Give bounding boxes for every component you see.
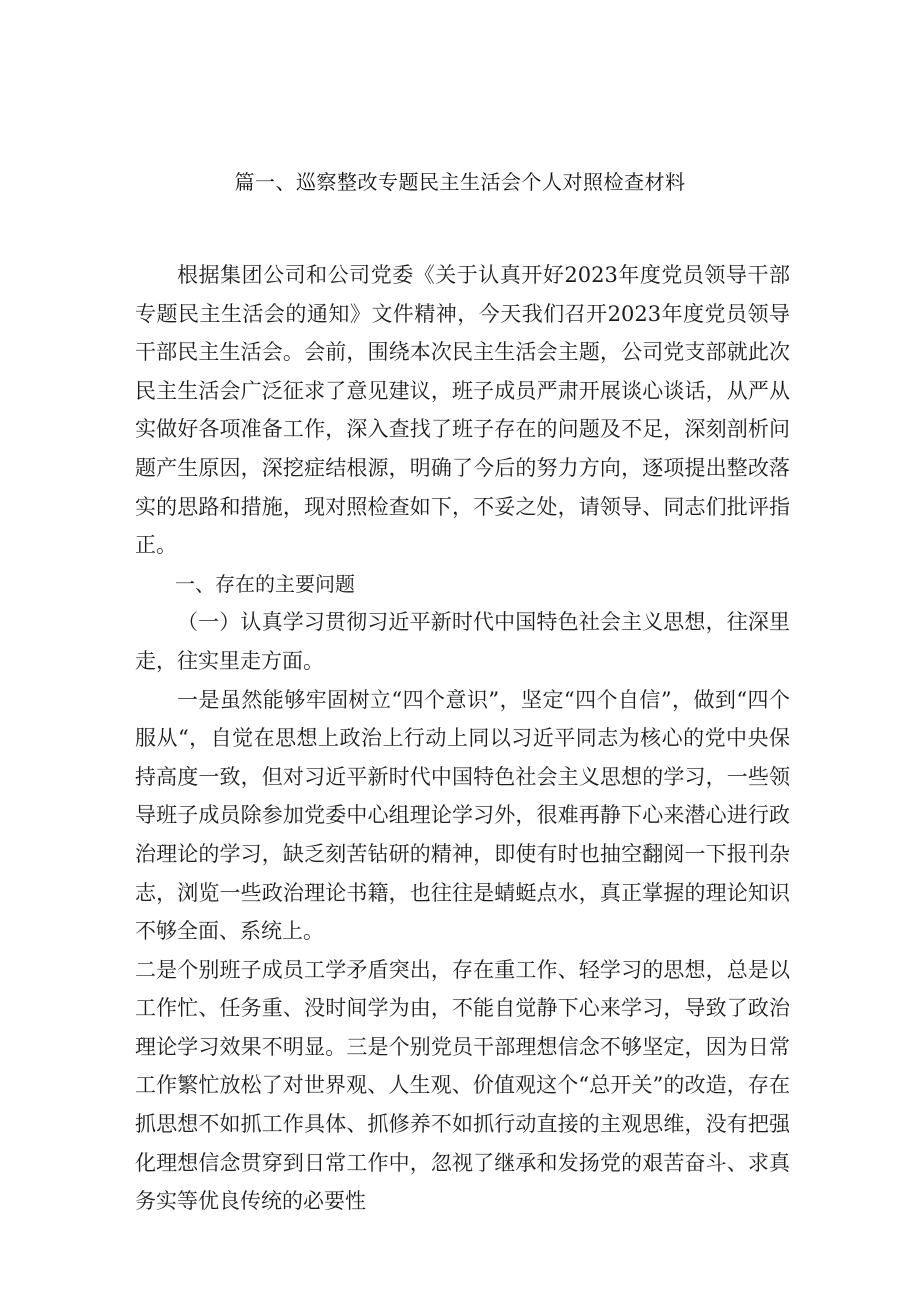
section-heading: 一、存在的主要问题 <box>175 571 355 596</box>
intro-paragraph: 根据集团公司和公司党委《关于认真开好2023年度党员领导干部专题民主生活会的通知》文件精神，今天我们召开2023年度党员领导干部民主生活会。会前，围绕本次民主生活会主题，公司党支部就此次民主生活会广泛征求了意见建议，班子成员严肃开展谈心谈话，从严从实做好各项准备工作，深入查找了班子存在的问题及不足，深刻剖析问题产生原因，深挖症结根源，明确了今后的努力方向，逐项提出整改落实的思路和措施，现对照检查如下，不妥之处，请领导、同志们批评指正。 <box>135 263 790 558</box>
body-paragraph: 二是个别班子成员工学矛盾突出，存在重工作、轻学习的思想，总是以工作忙、任务重、没时间学为由，不能自觉静下心来学习，导致了政治理论学习效果不明显。三是个别党员干部理想信念不够坚定，因为日常工作繁忙放松了对世界观、人生观、价值观这个“总开关”的改造，存在抓思想不如抓工作具体、抓修养不如抓行动直接的主观思维，没有把强化理想信念贯穿到日常工作中，忽视了继承和发扬党的艰苦奋斗、求真务实等优良传统的必要性 <box>135 957 790 1214</box>
body-paragraph: 一是虽然能够牢固树立“四个意识”，坚定“四个自信”，做到“四个服从“，自觉在思想上政治上行动上同以习近平同志为核心的党中央保持高度一致，但对习近平新时代中国特色社会主义思想的学习，一些领导班子成员除参加党委中心组理论学习外，很难再静下心来潜心进行政治理论的学习，缺乏刻苦钻研的精神，即使有时也抽空翻阅一下报刊杂志，浏览一些政治理论书籍，也往往是蜻蜓点水，真正掌握的理论知识不够全面、系统上。 <box>135 687 790 944</box>
document-body <box>135 256 790 1221</box>
document-title: 篇一、巡察整改专题民主生活会个人对照检查材料 <box>234 170 686 194</box>
subsection-heading: （一）认真学习贯彻习近平新时代中国特色社会主义思想，往深里走，往实里走方面。 <box>135 610 790 673</box>
